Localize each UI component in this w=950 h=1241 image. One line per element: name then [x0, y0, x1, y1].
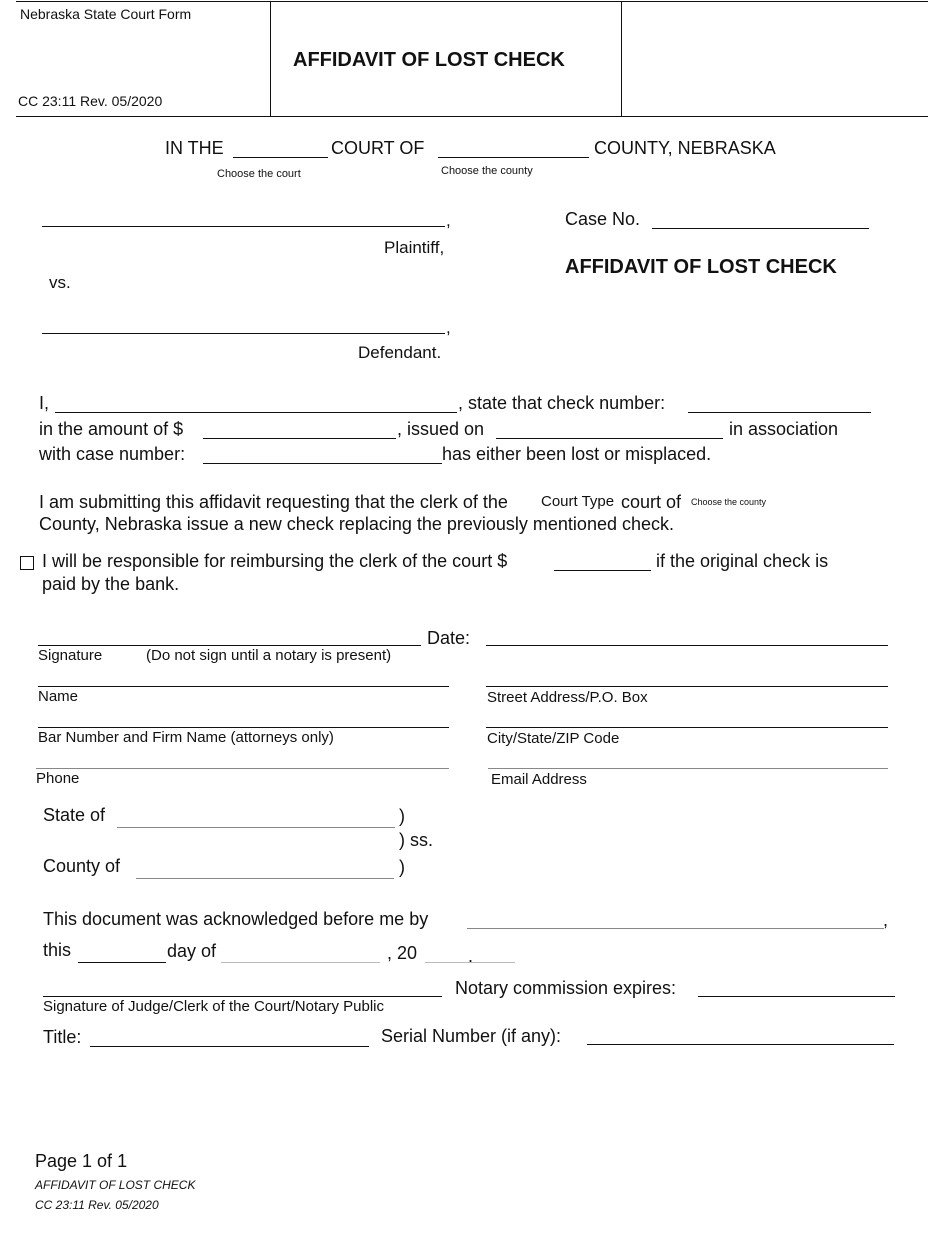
header-top-rule	[16, 1, 928, 2]
i-label: I,	[39, 393, 50, 413]
street-label: Street Address/P.O. Box	[487, 689, 648, 706]
court-of-text: court of	[621, 492, 682, 512]
plaintiff-label: Plaintiff,	[384, 238, 445, 257]
date-label: Date:	[427, 628, 471, 648]
notary-signature-label: Signature of Judge/Clerk of the Court/Notary Public	[43, 998, 385, 1015]
header-title: AFFIDAVIT OF LOST CHECK	[293, 49, 565, 71]
month-field[interactable]	[221, 962, 380, 963]
plaintiff-field[interactable]	[42, 226, 445, 227]
notary-signature-line[interactable]	[43, 996, 442, 997]
affiant-name-field[interactable]	[55, 412, 457, 413]
state-of-label: State of	[43, 805, 106, 825]
defendant-label: Defendant.	[358, 343, 442, 362]
in-the-label: IN THE	[165, 138, 224, 158]
commission-field[interactable]	[698, 996, 895, 997]
date-field[interactable]	[486, 645, 888, 646]
day-field[interactable]	[78, 962, 166, 963]
submit-text-1: I am submitting this affidavit requesting that the clerk of the	[39, 492, 508, 512]
lost-label: has either been lost or misplaced.	[442, 444, 712, 464]
county-select-hint[interactable]: Choose the county	[691, 497, 767, 507]
form-source: Nebraska State Court Form	[20, 6, 192, 22]
email-label: Email Address	[491, 771, 587, 788]
county-paren: )	[399, 857, 405, 877]
header-divider-left	[270, 1, 271, 116]
amount-field[interactable]	[203, 438, 396, 439]
footer-title: AFFIDAVIT OF LOST CHECK	[35, 1178, 196, 1192]
case-no-field[interactable]	[652, 228, 869, 229]
court-hint: Choose the court	[217, 168, 301, 180]
in-association-label: in association	[729, 419, 839, 439]
signature-line[interactable]	[38, 645, 421, 646]
plaintiff-comma: ,	[446, 211, 451, 230]
commission-label: Notary commission expires:	[455, 978, 677, 998]
issued-on-label: , issued on	[397, 419, 485, 439]
city-label: City/State/ZIP Code	[487, 730, 620, 747]
vs-label: vs.	[49, 273, 71, 292]
acknowledged-label: This document was acknowledged before me by	[43, 909, 429, 929]
reimburse-text-2: paid by the bank.	[42, 574, 180, 594]
city-field[interactable]	[486, 727, 888, 728]
issued-date-field[interactable]	[496, 438, 723, 439]
court-of-label: COURT OF	[331, 138, 425, 158]
phone-label: Phone	[36, 770, 80, 787]
title-field[interactable]	[90, 1046, 369, 1047]
doc-title: AFFIDAVIT OF LOST CHECK	[565, 256, 837, 278]
signature-label: Signature	[38, 647, 103, 664]
bar-number-field[interactable]	[38, 727, 449, 728]
reimburse-text-1b: if the original check is	[656, 551, 829, 571]
check-number-field[interactable]	[688, 412, 871, 413]
court-type-field[interactable]: Court Type	[541, 492, 624, 514]
case-no-label: Case No.	[565, 209, 641, 229]
county-hint: Choose the county	[441, 165, 533, 177]
year-prefix: , 20	[387, 943, 418, 963]
reimburse-amount-field[interactable]	[554, 570, 651, 571]
this-label: this	[43, 940, 72, 960]
phone-field[interactable]	[36, 768, 449, 769]
ss-label: ) ss.	[399, 830, 433, 850]
ack-comma: ,	[883, 910, 889, 930]
with-case-label: with case number:	[39, 444, 186, 464]
county-nebraska-label: COUNTY, NEBRASKA	[594, 138, 776, 158]
name-label: Name	[38, 688, 79, 705]
email-field[interactable]	[488, 768, 888, 769]
amount-label: in the amount of $	[39, 419, 184, 439]
defendant-comma: ,	[446, 318, 451, 337]
title-label: Title:	[43, 1027, 82, 1047]
page-number: Page 1 of 1	[35, 1151, 128, 1171]
footer-form-number: CC 23:11 Rev. 05/2020	[35, 1198, 159, 1212]
state-of-field[interactable]	[117, 827, 395, 828]
do-not-sign-note: (Do not sign until a notary is present)	[146, 647, 392, 664]
header-divider-right	[621, 1, 622, 116]
form-number: CC 23:11 Rev. 05/2020	[18, 93, 163, 109]
submit-text-2: County, Nebraska issue a new check replacing the previously mentioned check.	[39, 514, 675, 534]
state-paren: )	[399, 806, 405, 826]
acknowledged-by-field[interactable]	[467, 928, 884, 929]
state-check-label: , state that check number:	[458, 393, 666, 413]
reimburse-text-1: I will be responsible for reimbursing the clerk of the court $	[42, 551, 508, 571]
county-of-field[interactable]	[136, 878, 394, 879]
case-number-field[interactable]	[203, 463, 442, 464]
reimburse-checkbox[interactable]	[20, 556, 34, 570]
header-bottom-rule	[16, 116, 928, 117]
day-of-label: day of	[167, 941, 217, 961]
county-field[interactable]	[438, 157, 589, 158]
name-field[interactable]	[38, 686, 449, 687]
year-period: .	[468, 946, 474, 966]
bar-label: Bar Number and Firm Name (attorneys only)	[38, 729, 334, 746]
street-field[interactable]	[486, 686, 888, 687]
defendant-field[interactable]	[42, 333, 445, 334]
serial-field[interactable]	[587, 1044, 894, 1045]
serial-label: Serial Number (if any):	[381, 1026, 562, 1046]
county-of-label: County of	[43, 856, 121, 876]
court-field[interactable]	[233, 157, 328, 158]
